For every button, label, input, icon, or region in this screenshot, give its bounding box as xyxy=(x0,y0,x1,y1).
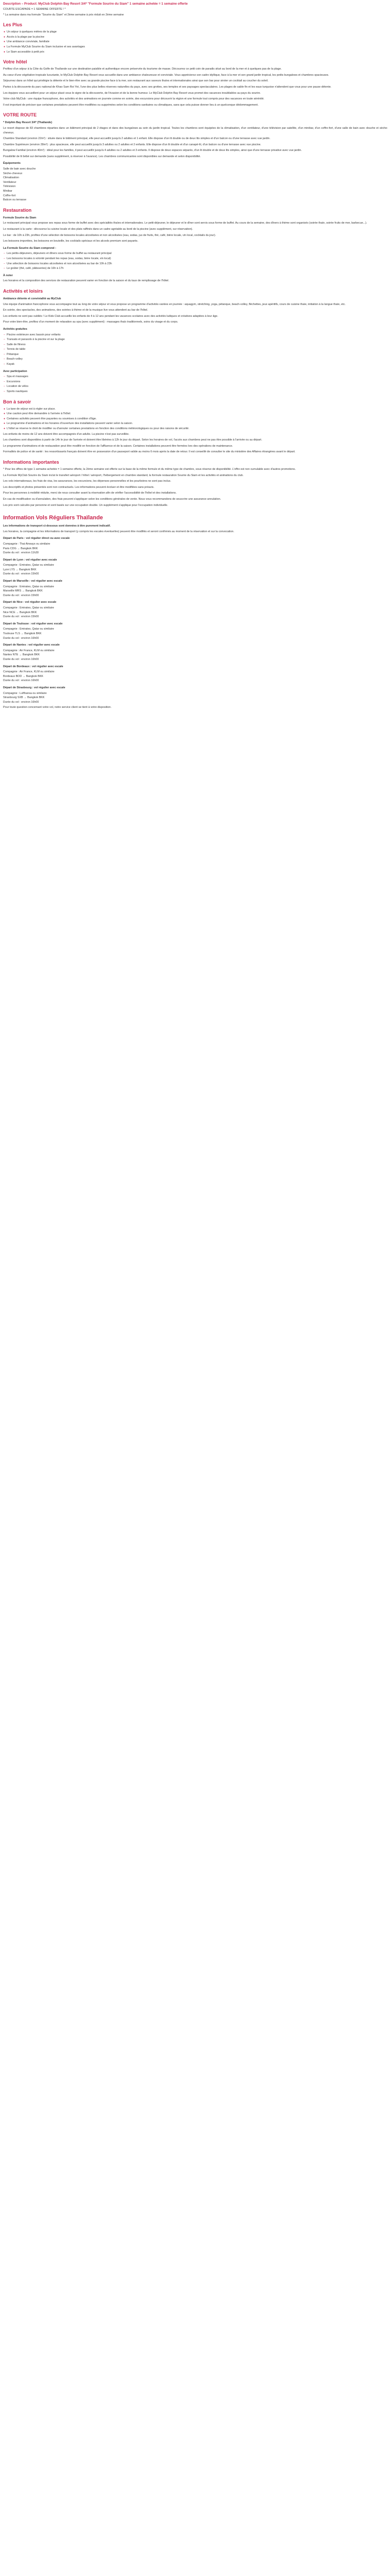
description-header xyxy=(3,2,388,17)
plus-list xyxy=(3,30,388,54)
section-hotel xyxy=(3,59,388,107)
paragraph: Il est important de préciser que certaines prestations peuvent être modifiées ou supprimées selon les conditions sanitaires ou climatiques, sans que cela puisse donner lieu à un quelconque dédommagement. xyxy=(3,103,259,107)
bon-list xyxy=(3,407,388,431)
gratuit-label: Activités gratuites xyxy=(3,327,27,331)
product-description xyxy=(0,0,391,717)
list-item: ● Un séjour à quelques mètres de la plage xyxy=(4,30,57,34)
bullet-icon: ● xyxy=(4,30,6,34)
flight-line: Paris CDG → Bangkok BKK xyxy=(3,547,38,550)
flight-block xyxy=(3,579,388,598)
paragraph: En soirée, des spectacles, des animations, des soirées à thème et de la musique live vous attendent au bar de l'hôtel. xyxy=(3,309,148,312)
bullet-icon: – xyxy=(4,375,5,379)
flight-line: Durée du vol : environ 16h00 xyxy=(3,700,39,704)
list-item: ● Certaines activités peuvent être payantes ou soumises à condition d'âge. xyxy=(4,417,97,420)
flight-line: Bordeaux BOD → Bangkok BKK xyxy=(3,674,43,678)
paragraph: Les chambres sont disponibles à partir de 14h le jour de l'arrivée et doivent être libérées à 12h le jour du départ. Selon les horaires de vol, l'accès aux chambres peut ne pas être possible à l'arrivée ou au départ. xyxy=(3,438,263,442)
flight-line: Durée du vol : environ 15h00 xyxy=(3,594,39,597)
list-item: – Spa et massages xyxy=(4,375,28,379)
section-title-restauration: Restauration xyxy=(3,207,32,213)
flight-line: Compagnie : Emirates, Qatar ou similaire xyxy=(3,564,54,567)
bullet-icon: – xyxy=(4,338,5,342)
section-plus xyxy=(3,22,388,54)
bullet-icon: – xyxy=(4,267,5,270)
bullet-icon: ● xyxy=(4,412,6,416)
paragraph: Le bar : de 10h à 23h, profitez d'une sélection de boissons locales alcoolisées et non alcoolisées (eau, sodas, jus de fruits, thé, café, bière locale, vin local, cocktails du jour). xyxy=(3,233,216,237)
flight-block xyxy=(3,600,388,619)
bullet-icon: ● xyxy=(4,417,6,420)
bullet-icon: – xyxy=(4,257,5,260)
flight-line: Compagnie : Emirates, Qatar ou similaire xyxy=(3,606,54,610)
list-item: – Pétanque xyxy=(4,352,19,356)
list-item: ● L'hôtel se réserve le droit de modifier ou d'annuler certaines prestations en fonction des conditions météorologiques ou pour des raisons de sécurité. xyxy=(4,427,189,430)
section-title-rooms: VOTRE ROUTE xyxy=(3,112,37,118)
flight-city: Départ de Strasbourg : vol régulier avec escale xyxy=(3,686,66,689)
section-title-plus: Les Plus xyxy=(3,22,23,28)
list-item: ● Le programme d'animations et les horaires d'ouverture des installations peuvent varier selon la saison. xyxy=(4,422,133,426)
paragraph: Les vols internationaux, les frais de visa, les assurances, les excursions, les dépenses personnelles et les pourboires ne sont pas inclus. xyxy=(3,480,171,483)
flight-line: Lyon LYS → Bangkok BKK xyxy=(3,568,37,571)
equipment-list xyxy=(3,167,388,202)
flight-city: Départ de Nantes : vol régulier avec escale xyxy=(3,643,60,647)
section-vols xyxy=(3,515,388,710)
list-item: ● Une ambiance conviviale, familiale xyxy=(4,40,50,44)
flight-line: Compagnie : Air France, KLM ou similaire xyxy=(3,649,55,652)
section-title-vols: Information Vols Réguliers Thaïlande xyxy=(3,515,103,521)
list-item: – Tennis de table xyxy=(4,348,26,351)
offer-line: COURTE ESCAPADE = 1 SEMAINE OFFERTE ! * xyxy=(3,8,66,11)
paragraph: Possibilité de lit bébé sur demande (sans supplément, à réserver à l'avance). Les chambres communicantes sont disponibles sur demande et selon disponibilité. xyxy=(3,155,201,158)
equipment-item: Salle de bain avec douche xyxy=(3,167,36,171)
note-label: À noter xyxy=(3,274,13,277)
section-title-conditions: Informations importantes xyxy=(3,459,59,465)
flight-line: Durée du vol : environ 16h00 xyxy=(3,657,39,661)
flight-line: Compagnie : Air France, KLM ou similaire xyxy=(3,670,55,674)
flight-city: Départ de Nice : vol régulier avec escale xyxy=(3,601,57,604)
list-item: ● La Formule MyClub Sourire du Siam inclusive et ses avantages xyxy=(4,45,85,48)
flight-city: Départ de Toulouse : vol régulier avec escale xyxy=(3,622,63,625)
bullet-icon: – xyxy=(4,390,5,394)
paragraph: Les enfants ne sont pas oubliés ! Le Kids Club accueille les enfants de 4 à 12 ans pendant les vacances scolaires avec des activités ludiques et créatives adaptées à leur âge. xyxy=(3,314,218,318)
rooms-lead: * Dolphin Bay Resort 3/4* (Thaïlande) xyxy=(3,121,52,125)
paragraph: Les horaires et la composition des services de restauration peuvent varier en fonction de la saison et du taux de remplissage de l'hôtel. xyxy=(3,279,169,283)
paragraph: Les équipes vous accueillent pour un séjour placé sous le signe de la découverte, de l'évasion et de la bonne humeur. Le MyClub Dolphin Bay Resort vous promet des vacances inoubliables au pays du sourire. xyxy=(3,91,261,95)
flight-block xyxy=(3,665,388,683)
list-item: – Transats et parasols à la piscine et sur la plage xyxy=(4,338,65,342)
list-item: – Sports nautiques xyxy=(4,390,28,394)
equipment-item: Balcon ou terrasse xyxy=(3,198,26,202)
flight-line: Nantes NTE → Bangkok BKK xyxy=(3,653,40,657)
bullet-icon: ● xyxy=(4,427,6,430)
flight-line: Nice NCE → Bangkok BKK xyxy=(3,611,37,614)
paragraph: Le resort dispose de 83 chambres réparties dans un bâtiment principal de 2 étages et dans des bungalows au sein du jardin tropical. Toutes les chambres sont équipées de la climatisation, d'un ventilateur, d'une télévision par satellite, d'un minibar, d'un coffre-fort, d'une salle de bain avec douche et sèche-cheveux. xyxy=(3,126,388,134)
equipment-item: Télévision xyxy=(3,185,16,189)
flight-line: Durée du vol : environ 16h00 xyxy=(3,679,39,683)
section-rooms xyxy=(3,112,388,202)
flight-city: Départ de Paris : vol régulier direct ou avec escale xyxy=(3,537,70,540)
vols-note: Les horaires, la compagnie et les informations de transport (y compris les escales éventuelles) peuvent être modifiés et seront confirmés au moment de la réservation et sur la convocation. xyxy=(3,530,234,533)
paragraph: Partez à la découverte du parc national de Khao Sam Roi Yot, l'une des plus belles réserves naturelles du pays, avec ses grottes, ses temples et ses paysages spectaculaires. Les plages de sable fin et les eaux turquoise n'attendent que vous pour une pause détente. xyxy=(3,85,332,89)
section-title-activites: Activités et loisirs xyxy=(3,288,43,294)
vols-footer: Pour toute question concernant votre vol, notre service client se tient à votre disposition. xyxy=(3,706,112,709)
flight-block xyxy=(3,536,388,555)
equipment-item: Minibar xyxy=(3,190,12,193)
flight-city: Départ de Lyon : vol régulier avec escale xyxy=(3,558,57,562)
inclus-label: La Formule Sourire du Siam comprend : xyxy=(3,246,56,250)
bullet-icon: ● xyxy=(4,50,6,54)
equipment-item: Ventilateur xyxy=(3,180,17,184)
list-item: – Le goûter (thé, café, pâtisseries) de 16h à 17h xyxy=(4,267,64,270)
flight-line: Compagnie : Lufthansa ou similaire xyxy=(3,691,47,695)
flight-line: Marseille MRS → Bangkok BKK xyxy=(3,589,43,593)
bullet-icon: ● xyxy=(4,407,6,411)
bullet-icon: – xyxy=(4,343,5,346)
bullet-icon: – xyxy=(4,333,5,336)
flight-block xyxy=(3,558,388,577)
payant-list xyxy=(3,375,388,394)
flight-line: Durée du vol : environ 16h00 xyxy=(3,636,39,640)
paragraph: Le restaurant à la carte : découvrez la cuisine locale et des plats raffinés dans un cadre agréable au bord de la piscine (avec supplément, sur réservation). xyxy=(3,228,193,231)
paragraph: Votre club MyClub : une équipe francophone, des activités et des animations en journée comme en soirée, des excursions pour découvrir la région et une formule tout compris pour des vacances en toute sérénité. xyxy=(3,97,265,101)
paragraph: Chambre Standard (environ 22m²) : située dans le bâtiment principal, elle peut accueillir jusqu'à 2 adultes et 1 enfant. Elle dispose d'un lit double ou de deux lits simples et d'un balcon ou d'une terrasse avec vue jardin. xyxy=(3,137,271,141)
paragraph: Une équipe d'animation francophone vous accompagne tout au long de votre séjour et vous propose un programme d'activités variées en journée : aquagym, stretching, yoga, pétanque, beach-volley, fléchettes, jeux apéritifs, cours de cuisine thaïe, initiation à la langue thaïe, etc. xyxy=(3,302,346,306)
flight-line: Durée du vol : environ 11h30 xyxy=(3,551,39,555)
bullet-icon: – xyxy=(4,380,5,383)
flight-line: Compagnie : Thai Airways ou similaire xyxy=(3,542,51,546)
bullet-icon: – xyxy=(4,358,5,361)
bullet-icon: ● xyxy=(4,45,6,48)
flight-line: Durée du vol : environ 15h00 xyxy=(3,615,39,619)
equipment-item: Climatisation xyxy=(3,176,19,180)
list-item: ● La taxe de séjour est à régler sur place. xyxy=(4,407,56,411)
flight-block xyxy=(3,686,388,704)
section-activites xyxy=(3,289,388,394)
equipment-item: Sèche-cheveux xyxy=(3,172,23,175)
list-item: – Location de vélos xyxy=(4,385,28,388)
section-title-bon-a-savoir: Bon à savoir xyxy=(3,399,31,404)
flight-block xyxy=(3,622,388,640)
paragraph: Séjournez dans un hôtel qui privilégie la détente et le bien-être avec sa grande piscine face à la mer, son restaurant aux saveurs thaïes et internationales ainsi que son bar pour siroter un cocktail au coucher du soleil. xyxy=(3,79,269,83)
list-item: – Les petits-déjeuners, déjeuners et dîners sous forme de buffet au restaurant principal xyxy=(4,252,112,256)
paragraph: * Pour les offres de type 1 semaine achetée = 1 semaine offerte, la 2ème semaine est offerte sur la base de la même formule et du même type de chambre, sous réserve de disponibilité. L'offre est non cumulable avec d'autres promotions. xyxy=(3,467,296,471)
paragraph: Pour les personnes à mobilité réduite, merci de nous consulter avant la réservation afin de vérifier l'accessibilité de l'hôtel et des installations. xyxy=(3,492,177,495)
vols-intro: Les informations de transport ci-dessous sont données à titre purement indicatif. xyxy=(3,524,111,528)
bullet-icon: – xyxy=(4,252,5,256)
flight-line: Toulouse TLS → Bangkok BKK xyxy=(3,632,42,635)
paragraph: Au cœur d'une végétation tropicale luxuriante, le MyClub Dolphin Bay Resort vous accueille dans une ambiance chaleureuse et conviviale. Vous apprécierez son cadre idyllique, face à la mer et son grand jardin tropical, les petits bungalows et chambres spacieuses. xyxy=(3,73,329,77)
bullet-icon: – xyxy=(4,352,5,356)
gratuit-list xyxy=(3,333,388,367)
restauration-sub: Formule Sourire du Siam xyxy=(3,216,37,219)
list-item: – Excursions xyxy=(4,380,21,383)
paragraph: Le restaurant principal vous propose ses repas sous forme de buffet avec des spécialités thaïes et internationales. Le petit-déjeuner, le déjeuner et le dîner sont servis sous forme de buffet. Au cours de la semaine, des dîners à thème sont organisés (soirée thaïe, soirée fruits de mer, barbecue...). xyxy=(3,222,367,225)
paragraph: Profitez d'un séjour à la Côte du Golfe de Thaïlande sur une destination paisible et authentique encore préservée du tourisme de masse. Découvrez ce petit coin de paradis situé au bord de la mer et à quelques pas de la plage. xyxy=(3,67,282,71)
bullet-icon: – xyxy=(4,385,5,388)
bullet-icon: – xyxy=(4,348,5,351)
equipment-label: Équipements xyxy=(3,162,21,165)
paragraph: Le programme d'animations et de restauration peut être modifié en fonction de l'affluence et de la saison. Certaines installations peuvent être fermées lors des opérations de maintenance. xyxy=(3,444,233,448)
bullet-icon: – xyxy=(4,262,5,265)
inclus-list xyxy=(3,251,388,270)
paragraph: Chambre Supérieure (environ 28m²) : plus spacieuse, elle peut accueillir jusqu'à 3 adultes ou 2 adultes et 2 enfants. Elle dispose d'un lit double et d'un canapé-lit, d'un balcon ou d'une terrasse avec vue piscine. xyxy=(3,143,262,146)
bullet-icon: – xyxy=(4,363,5,366)
flight-block xyxy=(3,643,388,662)
paragraph: Pour votre bien-être, profitez d'un moment de relaxation au spa (avec supplément) : massages thaïs traditionnels, soins du visage et du corps. xyxy=(3,320,178,324)
flight-line: Durée du vol : environ 15h00 xyxy=(3,572,39,576)
list-item: – Piscine extérieure avec bassin pour enfants xyxy=(4,333,61,336)
section-bon-a-savoir xyxy=(3,399,388,454)
page-title: Description – Product: MyClub Dolphin Bay Resort 3/4* "Formule Sourire du Siam" 1 semaine achetée = 1 semaine offerte xyxy=(3,2,188,6)
paragraph: Les prix sont calculés par personne et sont basés sur une occupation double. Un supplément s'applique pour l'occupation individuelle. xyxy=(3,503,168,507)
bullet-icon: ● xyxy=(4,422,6,426)
list-item: ● Accès à la plage par la piscine xyxy=(4,35,44,39)
payant-label: Avec participation xyxy=(3,369,27,373)
equipment-item: Coffre-fort xyxy=(3,194,16,197)
flight-line: Compagnie : Emirates, Qatar ou similaire xyxy=(3,585,54,588)
list-item: ● Une caution peut être demandée à l'arrivée à l'hôtel. xyxy=(4,412,71,416)
paragraph: Les descriptifs et photos présentés sont non contractuels. Les informations peuvent évoluer et être modifiées sans préavis. xyxy=(3,485,155,489)
list-item: – Les boissons locales à volonté pendant les repas (eau, sodas, bière locale, vin local) xyxy=(4,257,111,260)
flight-line: Strasbourg SXB → Bangkok BKK xyxy=(3,696,45,700)
section-title-hotel: Votre hôtel xyxy=(3,59,27,65)
flight-city: Départ de Marseille : vol régulier avec escale xyxy=(3,580,62,583)
list-item: ● Le Siam accessible à petit prix xyxy=(4,50,44,54)
flight-city: Départ de Bordeaux : vol régulier avec escale xyxy=(3,665,63,668)
paragraph: Les boissons importées, les boissons en bouteille, les cocktails spéciaux et les alcools premium sont payants. xyxy=(3,240,138,243)
activites-lead: Ambiance détente et convivialité au MyClub xyxy=(3,297,61,300)
flight-line: Compagnie : Emirates, Qatar ou similaire xyxy=(3,628,54,631)
section-restauration xyxy=(3,208,388,283)
paragraph: Formalités de police et de santé : les ressortissants français doivent être en possession d'un passeport valide au moins 6 mois après la date de retour. Il est conseillé de consulter le site du ministère des Affaires étrangères avant le départ. xyxy=(3,450,296,454)
list-item: – Beach-volley xyxy=(4,358,23,361)
paragraph: En cas de modification ou d'annulation, des frais peuvent s'appliquer selon les conditions générales de vente. Nous vous recommandons de souscrire une assurance annulation. xyxy=(3,497,221,501)
paragraph: La Formule MyClub Sourire du Siam inclut le transfert aéroport / hôtel / aéroport, l'hébergement en chambre standard, la formule restauration Sourire du Siam et les activités et animations du club. xyxy=(3,473,244,477)
offer-note: * La semaine dans ma formule "Sourire du Siam" et 2ème semaine à prix réduit en 2ème semaine xyxy=(3,13,124,16)
list-item: – Salle de fitness xyxy=(4,343,26,346)
paragraph: Bungalow Familial (environ 40m²) : idéal pour les familles, il peut accueillir jusqu'à 4 adultes ou 2 adultes et 3 enfants. Il dispose de deux espaces séparés, d'un lit double et de deux lits simples, ainsi que d'une terrasse privative avec vue jardin. xyxy=(3,149,302,152)
paragraph: Les enfants de moins de 12 ans doivent être accompagnés d'un adulte. La piscine n'est pas surveillée. xyxy=(3,432,129,436)
bullet-icon: ● xyxy=(4,40,6,44)
section-conditions xyxy=(3,460,388,507)
list-item: – Une sélection de boissons locales alcoolisées et non alcoolisées au bar de 10h à 23h xyxy=(4,262,112,265)
bullet-icon: ● xyxy=(4,35,6,39)
list-item: – Kayak xyxy=(4,363,14,366)
